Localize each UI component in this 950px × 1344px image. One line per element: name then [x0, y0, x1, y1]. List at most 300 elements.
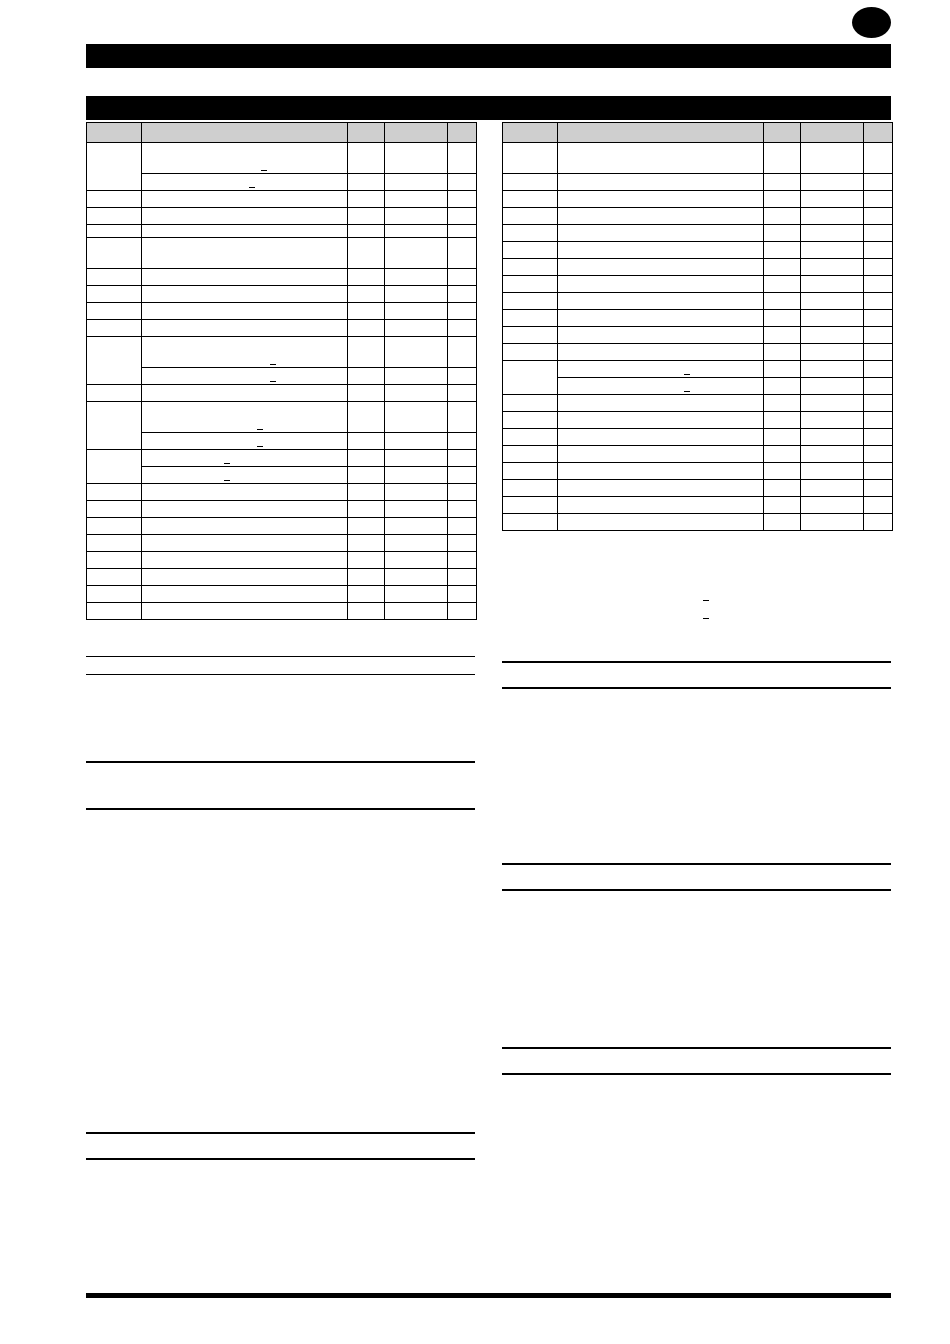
cell-ref [503, 412, 558, 429]
page-footer-rule [86, 1293, 891, 1298]
section-rule [502, 661, 891, 663]
cell-part-number [801, 242, 864, 259]
cell-description [142, 552, 348, 569]
cell-ref [503, 276, 558, 293]
cell-ref [87, 225, 142, 238]
cell-ref [503, 514, 558, 531]
table-row [503, 310, 893, 327]
cell-description [142, 467, 348, 484]
parts-table-left [86, 122, 477, 620]
table-row [503, 497, 893, 514]
cell-ref [87, 450, 142, 484]
cell-description [558, 242, 764, 259]
section-rule [86, 674, 475, 675]
section-rule [502, 687, 891, 689]
cell-part-number [385, 174, 448, 191]
cell-qty [764, 497, 801, 514]
cell-ref [503, 191, 558, 208]
cell-note [448, 385, 477, 402]
cell-part-number [385, 603, 448, 620]
cell-part-number [385, 552, 448, 569]
underline-mark [684, 374, 690, 375]
cell-description [142, 286, 348, 303]
column-header [348, 123, 385, 143]
cell-qty [764, 446, 801, 463]
cell-description [142, 518, 348, 535]
cell-qty [348, 320, 385, 337]
cell-note [864, 293, 893, 310]
table-row [87, 174, 477, 191]
cell-description [142, 450, 348, 467]
table-row [87, 385, 477, 402]
cell-qty [348, 501, 385, 518]
section-rule [502, 1073, 891, 1075]
underline-mark [249, 187, 255, 188]
cell-ref [87, 303, 142, 320]
table-row [87, 535, 477, 552]
cell-note [448, 467, 477, 484]
cell-qty [348, 402, 385, 433]
language-badge [852, 7, 891, 38]
table-row [503, 174, 893, 191]
table-row [503, 191, 893, 208]
cell-qty [764, 344, 801, 361]
table-row [87, 484, 477, 501]
cell-part-number [801, 344, 864, 361]
cell-description [142, 433, 348, 450]
cell-description [558, 361, 764, 378]
cell-note [448, 552, 477, 569]
cell-ref [87, 286, 142, 303]
cell-part-number [801, 429, 864, 446]
cell-part-number [801, 310, 864, 327]
cell-part-number [385, 320, 448, 337]
cell-qty [764, 412, 801, 429]
table-row [503, 344, 893, 361]
cell-description [558, 429, 764, 446]
cell-part-number [385, 569, 448, 586]
cell-note [864, 429, 893, 446]
cell-note [448, 238, 477, 269]
cell-ref [503, 293, 558, 310]
cell-part-number [385, 238, 448, 269]
cell-qty [348, 552, 385, 569]
cell-part-number [385, 385, 448, 402]
cell-qty [764, 327, 801, 344]
table-row [503, 293, 893, 310]
table-row [87, 303, 477, 320]
cell-qty [764, 191, 801, 208]
table-row [503, 514, 893, 531]
cell-qty [764, 225, 801, 242]
cell-note [864, 497, 893, 514]
cell-ref [503, 174, 558, 191]
underline-mark [261, 170, 267, 171]
cell-part-number [385, 467, 448, 484]
section-rule [86, 761, 475, 763]
cell-part-number [385, 208, 448, 225]
column-header [801, 123, 864, 143]
cell-note [448, 337, 477, 368]
cell-ref [87, 320, 142, 337]
cell-description [558, 143, 764, 174]
cell-qty [348, 269, 385, 286]
cell-note [448, 569, 477, 586]
cell-description [142, 586, 348, 603]
cell-qty [764, 480, 801, 497]
cell-note [864, 143, 893, 174]
cell-description [142, 143, 348, 174]
cell-description [558, 327, 764, 344]
cell-part-number [385, 191, 448, 208]
cell-ref [503, 344, 558, 361]
cell-note [864, 514, 893, 531]
cell-note [448, 535, 477, 552]
cell-note [864, 327, 893, 344]
table-row [503, 327, 893, 344]
cell-note [864, 378, 893, 395]
table-row [87, 586, 477, 603]
cell-qty [764, 378, 801, 395]
cell-description [558, 446, 764, 463]
column-header [503, 123, 558, 143]
cell-note [448, 191, 477, 208]
table-row [503, 276, 893, 293]
cell-note [448, 320, 477, 337]
cell-qty [348, 569, 385, 586]
cell-part-number [385, 535, 448, 552]
cell-note [448, 402, 477, 433]
cell-part-number [385, 518, 448, 535]
column-header [558, 123, 764, 143]
cell-qty [348, 433, 385, 450]
cell-note [864, 208, 893, 225]
cell-part-number [801, 259, 864, 276]
section-rule [502, 889, 891, 891]
cell-qty [348, 337, 385, 368]
cell-qty [764, 143, 801, 174]
cell-description [142, 484, 348, 501]
cell-qty [764, 242, 801, 259]
cell-note [864, 310, 893, 327]
cell-ref [503, 225, 558, 242]
cell-qty [348, 586, 385, 603]
cell-qty [348, 518, 385, 535]
cell-ref [87, 208, 142, 225]
column-header [87, 123, 142, 143]
table-row [87, 320, 477, 337]
cell-ref [87, 191, 142, 208]
cell-ref [87, 552, 142, 569]
cell-note [864, 446, 893, 463]
cell-ref [87, 518, 142, 535]
cell-ref [87, 586, 142, 603]
table-row [503, 242, 893, 259]
parts-table-right [502, 122, 893, 531]
table-row [87, 603, 477, 620]
cell-part-number [801, 327, 864, 344]
table-row [503, 378, 893, 395]
underline-mark [703, 618, 709, 619]
cell-note [448, 368, 477, 385]
cell-qty [348, 191, 385, 208]
cell-part-number [385, 433, 448, 450]
table-row [87, 225, 477, 238]
column-header [764, 123, 801, 143]
cell-part-number [801, 208, 864, 225]
page-header-bar [86, 44, 891, 68]
cell-ref [503, 310, 558, 327]
cell-qty [348, 208, 385, 225]
cell-part-number [385, 225, 448, 238]
cell-note [448, 450, 477, 467]
cell-note [864, 191, 893, 208]
cell-description [558, 191, 764, 208]
table-row [87, 337, 477, 368]
cell-qty [348, 603, 385, 620]
underline-mark [270, 381, 276, 382]
cell-note [448, 433, 477, 450]
cell-note [864, 344, 893, 361]
cell-description [558, 514, 764, 531]
cell-qty [348, 467, 385, 484]
cell-ref [87, 238, 142, 269]
cell-description [558, 480, 764, 497]
cell-ref [503, 327, 558, 344]
cell-description [558, 378, 764, 395]
cell-description [142, 225, 348, 238]
cell-ref [503, 446, 558, 463]
cell-description [142, 385, 348, 402]
cell-qty [764, 276, 801, 293]
cell-note [448, 143, 477, 174]
cell-part-number [801, 174, 864, 191]
cell-ref [503, 480, 558, 497]
cell-part-number [801, 514, 864, 531]
cell-note [864, 361, 893, 378]
cell-part-number [385, 586, 448, 603]
cell-part-number [801, 293, 864, 310]
table-row [87, 286, 477, 303]
underline-mark [257, 429, 263, 430]
cell-note [864, 480, 893, 497]
cell-part-number [385, 337, 448, 368]
cell-note [448, 586, 477, 603]
cell-description [558, 497, 764, 514]
table-row [87, 269, 477, 286]
cell-description [558, 208, 764, 225]
cell-description [142, 174, 348, 191]
cell-part-number [801, 378, 864, 395]
cell-description [142, 535, 348, 552]
cell-note [864, 412, 893, 429]
table-row [87, 569, 477, 586]
section-header-bar [86, 96, 891, 120]
cell-description [558, 463, 764, 480]
cell-part-number [385, 484, 448, 501]
cell-part-number [385, 402, 448, 433]
cell-description [558, 293, 764, 310]
cell-qty [764, 395, 801, 412]
cell-part-number [801, 276, 864, 293]
table-row [87, 450, 477, 467]
cell-qty [348, 303, 385, 320]
cell-description [142, 368, 348, 385]
cell-ref [87, 501, 142, 518]
table-row [503, 361, 893, 378]
cell-qty [764, 174, 801, 191]
cell-description [142, 569, 348, 586]
section-rule [86, 1158, 475, 1160]
cell-qty [764, 514, 801, 531]
cell-note [448, 603, 477, 620]
cell-ref [503, 429, 558, 446]
cell-description [558, 395, 764, 412]
table-row [87, 552, 477, 569]
column-header [864, 123, 893, 143]
cell-description [142, 208, 348, 225]
cell-description [558, 276, 764, 293]
table-row [87, 467, 477, 484]
cell-qty [764, 463, 801, 480]
cell-qty [348, 286, 385, 303]
cell-qty [764, 259, 801, 276]
cell-qty [348, 238, 385, 269]
cell-description [142, 320, 348, 337]
table-row [503, 463, 893, 480]
section-rule [86, 1132, 475, 1134]
cell-description [142, 238, 348, 269]
underline-mark [684, 391, 690, 392]
table-header-row [503, 123, 893, 143]
table-row [503, 395, 893, 412]
column-header [385, 123, 448, 143]
table-row [503, 225, 893, 242]
cell-note [864, 395, 893, 412]
cell-description [558, 174, 764, 191]
cell-note [448, 286, 477, 303]
cell-ref [87, 143, 142, 191]
underline-mark [270, 364, 276, 365]
cell-part-number [385, 368, 448, 385]
cell-part-number [385, 143, 448, 174]
cell-note [448, 484, 477, 501]
table-row [503, 480, 893, 497]
cell-description [558, 225, 764, 242]
cell-description [142, 303, 348, 320]
cell-ref [87, 603, 142, 620]
cell-description [142, 402, 348, 433]
cell-description [142, 337, 348, 368]
cell-qty [348, 368, 385, 385]
cell-note [448, 501, 477, 518]
cell-ref [87, 385, 142, 402]
table-row [87, 191, 477, 208]
cell-part-number [801, 497, 864, 514]
section-rule [502, 1047, 891, 1049]
table-row [87, 368, 477, 385]
table-header-row [87, 123, 477, 143]
cell-qty [348, 385, 385, 402]
cell-note [448, 303, 477, 320]
cell-qty [348, 225, 385, 238]
column-header [448, 123, 477, 143]
table-row [87, 501, 477, 518]
table-row [87, 208, 477, 225]
cell-note [448, 518, 477, 535]
cell-ref [503, 143, 558, 174]
cell-description [558, 344, 764, 361]
cell-part-number [801, 191, 864, 208]
cell-ref [503, 242, 558, 259]
cell-description [142, 269, 348, 286]
cell-ref [87, 269, 142, 286]
cell-part-number [385, 501, 448, 518]
section-rule [86, 656, 475, 657]
column-header [142, 123, 348, 143]
section-rule [86, 808, 475, 810]
cell-part-number [801, 412, 864, 429]
cell-part-number [801, 143, 864, 174]
cell-note [864, 174, 893, 191]
cell-ref [87, 402, 142, 450]
table-row [503, 429, 893, 446]
cell-part-number [801, 225, 864, 242]
cell-description [558, 310, 764, 327]
cell-part-number [385, 450, 448, 467]
cell-qty [348, 450, 385, 467]
cell-ref [503, 463, 558, 480]
underline-mark [224, 463, 230, 464]
underline-mark [224, 480, 230, 481]
cell-description [558, 412, 764, 429]
cell-part-number [801, 446, 864, 463]
table-row [503, 446, 893, 463]
cell-ref [503, 361, 558, 395]
cell-description [142, 191, 348, 208]
cell-note [864, 242, 893, 259]
cell-description [558, 259, 764, 276]
cell-qty [348, 535, 385, 552]
cell-part-number [385, 303, 448, 320]
cell-qty [764, 429, 801, 446]
cell-note [864, 276, 893, 293]
cell-description [142, 603, 348, 620]
cell-ref [503, 208, 558, 225]
cell-ref [503, 259, 558, 276]
cell-part-number [801, 480, 864, 497]
cell-note [448, 208, 477, 225]
table-row [87, 238, 477, 269]
cell-part-number [385, 269, 448, 286]
table-row [503, 208, 893, 225]
cell-ref [87, 484, 142, 501]
cell-qty [764, 310, 801, 327]
cell-ref [87, 535, 142, 552]
cell-note [448, 174, 477, 191]
table-row [87, 402, 477, 433]
cell-part-number [801, 463, 864, 480]
underline-mark [703, 600, 709, 601]
cell-ref [87, 569, 142, 586]
table-row [503, 412, 893, 429]
cell-qty [348, 143, 385, 174]
cell-ref [503, 497, 558, 514]
cell-note [864, 259, 893, 276]
cell-part-number [385, 286, 448, 303]
table-row [87, 433, 477, 450]
cell-note [448, 269, 477, 286]
